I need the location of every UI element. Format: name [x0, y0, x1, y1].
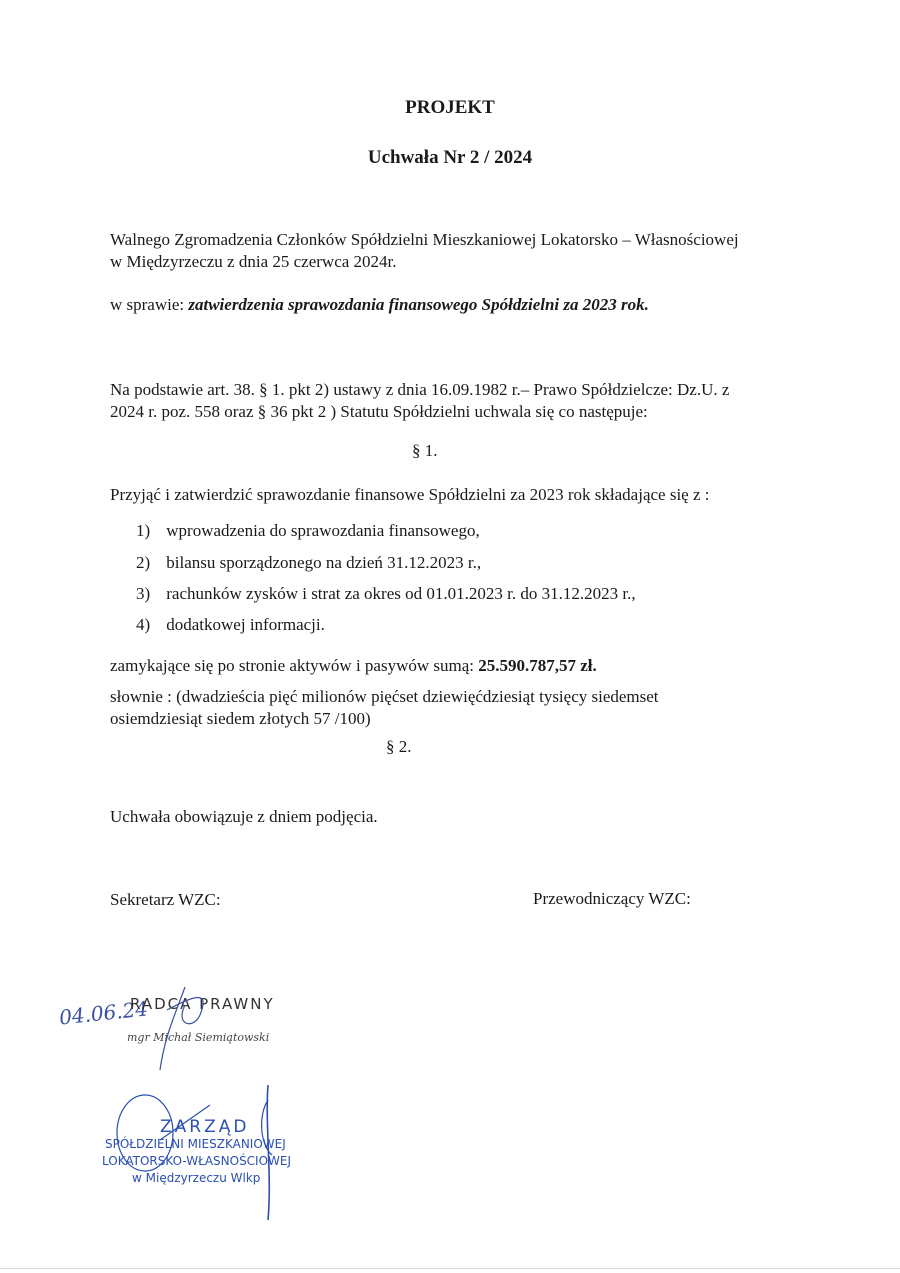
scan-edge-line	[0, 1268, 900, 1269]
closing-sum-line	[110, 655, 810, 677]
handwritten-date: 04.06.24	[57, 996, 150, 1030]
intro-line-1: Walnego Zgromadzenia Członków Spółdzielni Mieszkaniowej Lokatorsko – Własnościowej	[110, 230, 739, 249]
legal-basis-paragraph	[110, 379, 810, 423]
closing-sum-prefix: zamykające się po stronie aktywów i pasywów sumą:	[110, 656, 479, 675]
section-1-heading: § 1.	[412, 441, 438, 460]
list-item-number: 1)	[136, 521, 151, 540]
section-2-heading: § 2.	[386, 737, 412, 756]
subject-line	[110, 294, 810, 316]
signature-scribble	[115, 975, 235, 1075]
section-2-text: Uchwała obowiązuje z dniem podjęcia.	[110, 807, 378, 826]
list-item-number: 2)	[136, 553, 151, 572]
closing-sum-amount: 25.590.787,57 zł.	[478, 656, 597, 675]
amount-in-words	[110, 686, 810, 730]
legal-basis-line-1: Na podstawie art. 38. § 1. pkt 2) ustawy z dnia 16.09.1982 r.– Prawo Spółdzielcze: Dz.U. z	[110, 380, 730, 399]
list-item-number: 4)	[136, 615, 151, 634]
list-item-number: 3)	[136, 584, 151, 603]
subject-text: zatwierdzenia sprawozdania finansowego Spółdzielni za 2023 rok.	[188, 295, 649, 314]
section-1-lead: Przyjąć i zatwierdzić sprawozdanie finansowe Spółdzielni za 2023 rok składające się z :	[110, 485, 710, 504]
legal-adviser-name: mgr Michał Siemiątowski	[127, 1031, 270, 1044]
list-item	[136, 521, 480, 541]
intro-paragraph	[110, 229, 810, 273]
board-stamp-line-3: LOKATORSKO-WŁASNOŚCIOWEJ	[102, 1154, 292, 1168]
intro-line-2: w Międzyrzeczu z dnia 25 czerwca 2024r.	[110, 252, 397, 271]
board-stamp-line-2: SPÓŁDZIELNI MIESZKANIOWEJ	[105, 1137, 286, 1151]
amount-words-line-2: osiemdziesiąt siedem złotych 57 /100)	[110, 709, 371, 728]
resolution-title: Uchwała Nr 2 / 2024	[367, 147, 533, 168]
subject-prefix: w sprawie:	[110, 295, 189, 314]
board-stamp-title: ZARZĄD	[160, 1117, 250, 1137]
list-item-text: rachunków zysków i strat za okres od 01.01.2023 r. do 31.12.2023 r.,	[166, 584, 636, 603]
list-item	[136, 584, 636, 604]
legal-basis-line-2: 2024 r. poz. 558 oraz § 36 pkt 2 ) Statutu Spółdzielni uchwala się co następuje:	[110, 402, 648, 421]
list-item-text: wprowadzenia do sprawozdania finansowego,	[166, 521, 480, 540]
list-item	[136, 615, 325, 635]
list-item-text: bilansu sporządzonego na dzień 31.12.2023 r.,	[166, 553, 482, 572]
list-item	[136, 553, 481, 573]
chairman-label: Przewodniczący WZC:	[533, 889, 691, 908]
secretary-label: Sekretarz WZC:	[110, 890, 221, 909]
legal-adviser-stamp	[55, 975, 315, 1075]
list-item-text: dodatkowej informacji.	[166, 615, 325, 634]
board-stamp	[100, 1085, 320, 1225]
legal-adviser-title: RADCA PRAWNY	[130, 995, 275, 1013]
board-stamp-line-4: w Międzyrzeczu Wlkp	[132, 1171, 261, 1185]
document-label: PROJEKT	[405, 97, 495, 118]
amount-words-line-1: słownie : (dwadzieścia pięć milionów pięćset dziewięćdziesiąt tysięcy siedemset	[110, 687, 659, 706]
